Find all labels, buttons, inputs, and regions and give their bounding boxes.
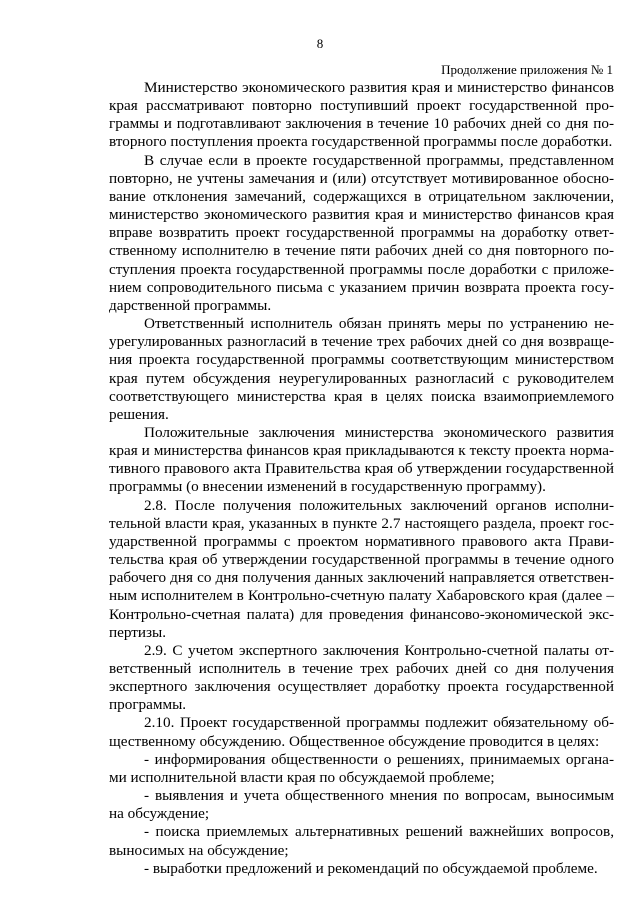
list-item: - выработки предложений и рекомендаций по обсуждаемой проблеме. xyxy=(144,859,598,877)
appendix-continuation-label: Продолжение приложения № 1 xyxy=(441,62,613,77)
list-item: - поиска приемлемых альтернативных решений важнейших вопросов, выносимых на обсуждение; xyxy=(109,823,614,859)
paragraph: Министерство экономического развития края и министерство финансов края рассматривают повторно поступивший проект государственной программы и подготавливают заключения в течение 10 рабочих дней со дня повторного поступления проекта государственной программы после доработки. xyxy=(109,79,614,151)
paragraph: В случае если в проекте государственной программы, представленном повторно, не учтены замечания и (или) отсутствует мотивированное обоснование отклонения замечаний, содержащихся в отрицательном заключении, министерство экономического развития края и министерство финансов края вправе возвратить проект государственной программы на доработку ответственному исполнителю в течение пяти рабочих дней со дня повторного поступления проекта государственной программы после доработки с приложением сопроводительного письма с указанием причин возврата проекта государственной программы. xyxy=(109,151,614,314)
document-body xyxy=(109,79,614,878)
paragraph: Положительные заключения министерства экономического развития края и министерства финансов края прикладываются к тексту проекта нормативного правового акта Правительства края об утверждении государственной программы (о внесении изменений в государственную программу). xyxy=(109,423,614,496)
page-number: 8 xyxy=(316,36,324,51)
paragraph: Ответственный исполнитель обязан принять меры по устранению неурегулированных разногласий в течение трех рабочих дней со дня возвращения проекта государственной программы соответствующим министерством края путем обсуждения неурегулированных разногласий с руководителем соответствующего министерства края в целях поиска взаимоприемлемого решения. xyxy=(109,315,614,423)
list-item: - выявления и учета общественного мнения по вопросам, выносимым на обсуждение; xyxy=(109,787,614,823)
paragraph: 2.9. С учетом экспертного заключения Контрольно-счетной палаты ответственный исполнитель в течение трех рабочих дней со дня получения экспертного заключения осуществляет доработку проекта государственной программы. xyxy=(109,641,614,714)
paragraph: 2.10. Проект государственной программы подлежит обязательному общественному обсуждению. Общественное обсуждение проводится в целях: xyxy=(109,714,614,750)
list-item: - информирования общественности о решениях, принимаемых органами исполнительной власти края по обсуждаемой проблеме; xyxy=(109,750,614,786)
paragraph: 2.8. После получения положительных заключений органов исполнительной власти края, указанных в пункте 2.7 настоящего раздела, проект государственной программы с проектом нормативного правового акта Правительства края об утверждении государственной программы в течение одного рабочего дня со дня получения данных заключений направляется ответственным исполнителем в Контрольно-счетную палату Хабаровского края (далее – Контрольно-счетная палата) для проведения финансово-экономической экспертизы. xyxy=(109,496,614,641)
